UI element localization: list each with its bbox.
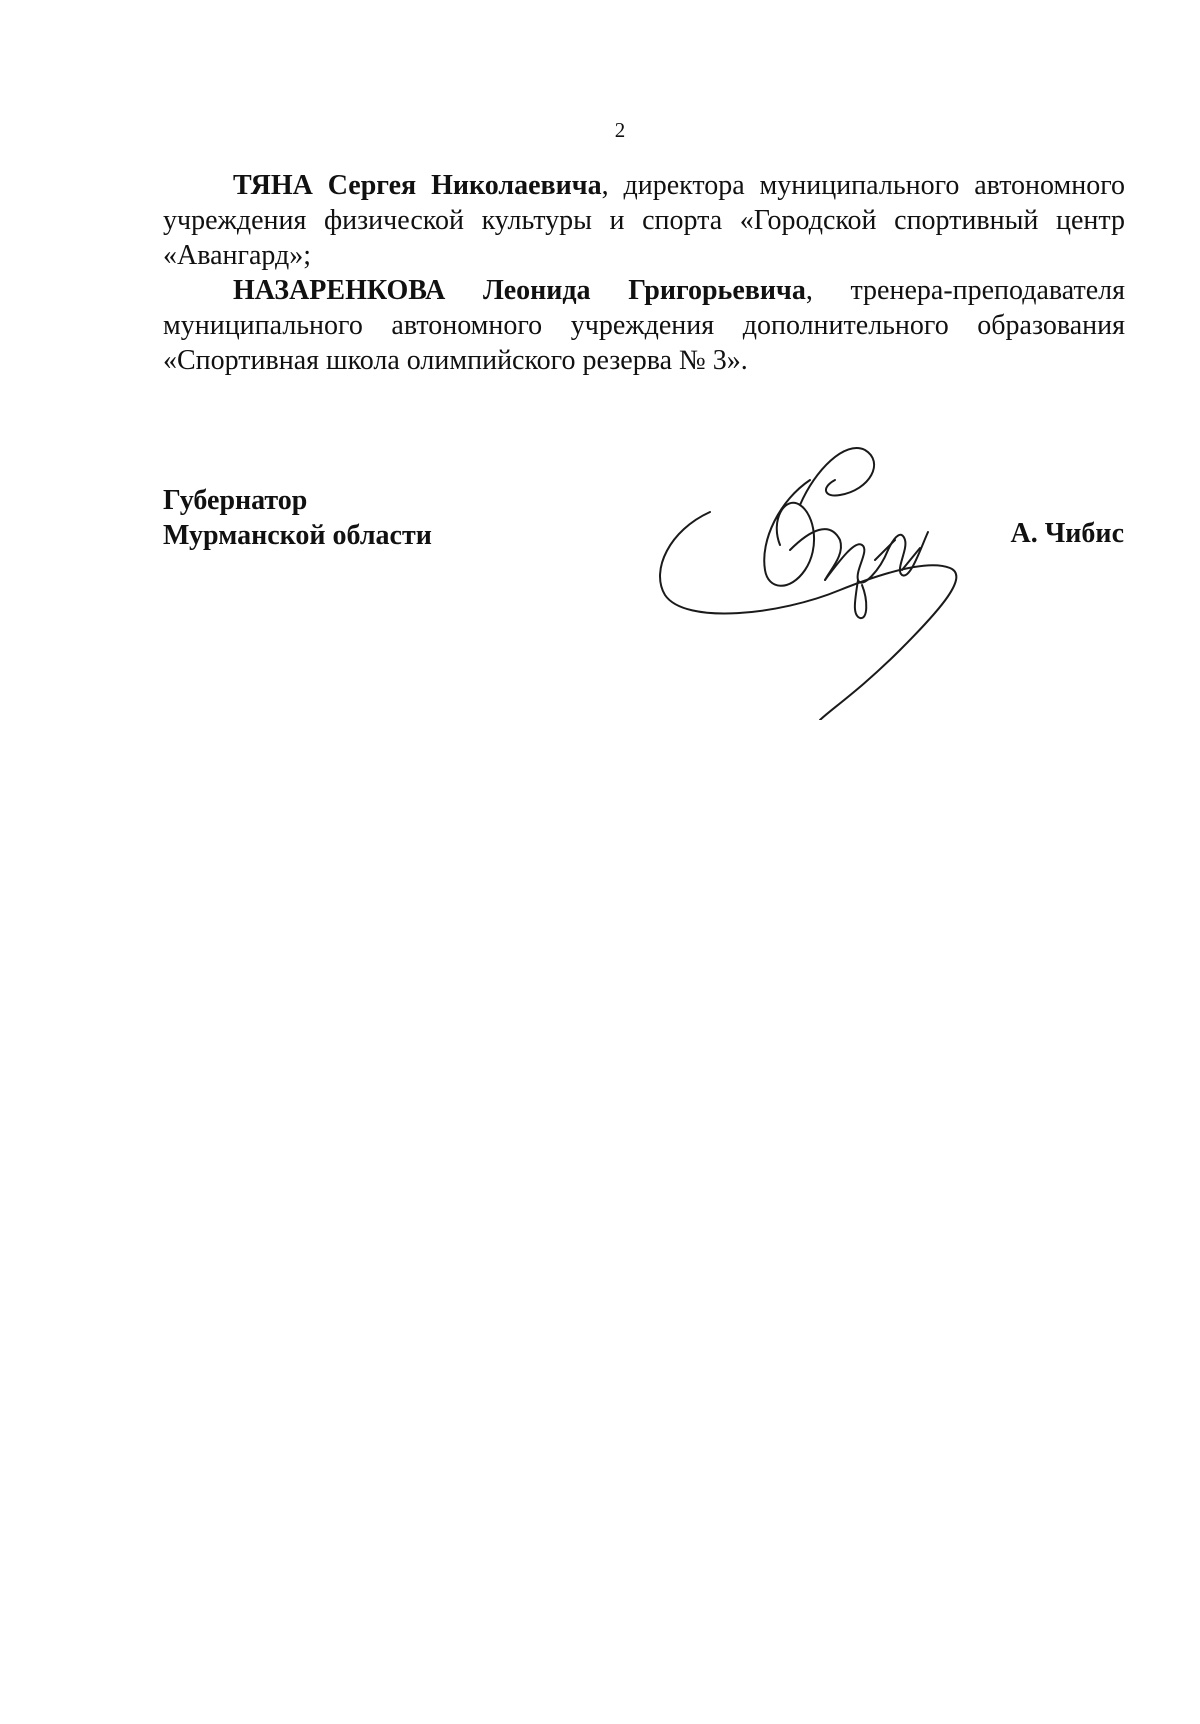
- person-description: , директора муниципального автономного учреждения физической культуры и спорта «Городской спортивный центр «Авангард»;: [163, 170, 1125, 271]
- signer-name: А. Чибис: [1010, 518, 1124, 549]
- signatory-title-line1: Губернатор: [163, 485, 308, 516]
- award-paragraph: [163, 168, 1125, 273]
- person-name: НАЗАРЕНКОВА Леонида Григорьевича: [233, 275, 806, 306]
- document-body: [163, 168, 1125, 378]
- signatory-title: [163, 483, 432, 553]
- award-paragraph: [163, 273, 1125, 378]
- person-name: ТЯНА Сергея Николаевича: [233, 170, 602, 201]
- signatory-title-line2: Мурманской области: [163, 520, 432, 551]
- handwritten-signature: [640, 420, 1000, 720]
- person-description: , тренера-преподавателя муниципального автономного учреждения дополнительного образования «Спортивная школа олимпийского резерва № 3».: [163, 275, 1125, 376]
- page-number: 2: [614, 118, 626, 142]
